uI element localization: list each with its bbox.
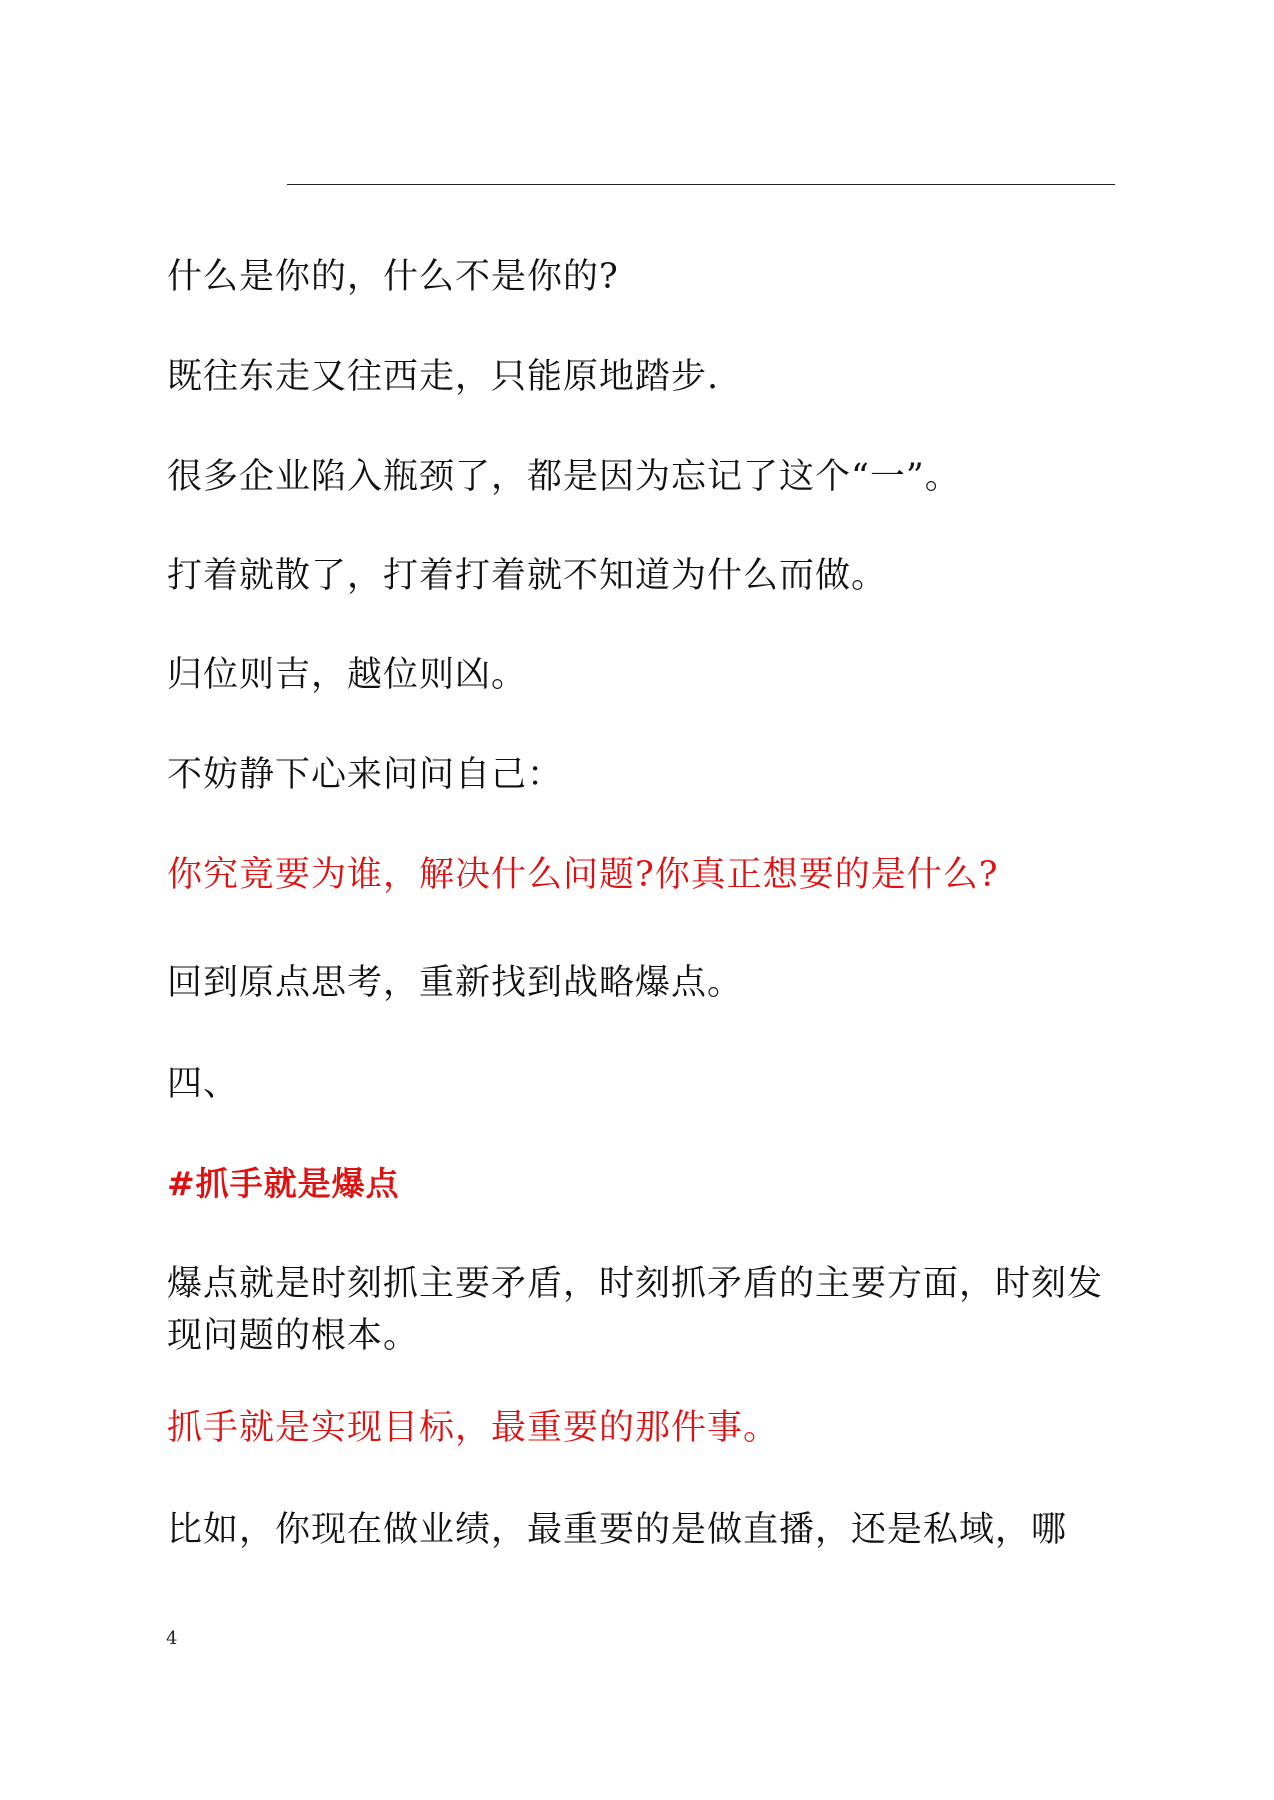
section-number: 四、	[167, 1064, 240, 1104]
paragraph-position: 归位则吉，越位则凶。	[167, 655, 528, 695]
section-heading: #抓手就是爆点	[167, 1164, 400, 1203]
paragraph-grip-definition: 抓手就是实现目标，最重要的那件事。	[167, 1408, 780, 1448]
paragraph-key-question: 你究竟要为谁，解决什么问题?你真正想要的是什么?	[167, 855, 999, 895]
paragraph-back-to-origin: 回到原点思考，重新找到战略爆点。	[167, 963, 744, 1003]
paragraph-what-is-yours: 什么是你的，什么不是你的?	[167, 257, 619, 297]
paragraph-east-west: 既往东走又往西走，只能原地踏步.	[167, 357, 720, 397]
paragraph-scattered: 打着就散了，打着打着就不知道为什么而做。	[167, 556, 888, 596]
header-rule	[287, 184, 1115, 185]
paragraph-bottleneck: 很多企业陷入瓶颈了，都是因为忘记了这个“一”。	[167, 457, 961, 497]
paragraph-example: 比如，你现在做业绩，最重要的是做直播，还是私域，哪	[167, 1510, 1068, 1550]
paragraph-main-contradiction: 爆点就是时刻抓主要矛盾，时刻抓矛盾的主要方面，时刻发现问题的根本。	[167, 1264, 1104, 1356]
page-number: 4	[166, 1628, 178, 1649]
paragraph-ask-yourself: 不妨静下心来问问自己：	[167, 755, 564, 795]
